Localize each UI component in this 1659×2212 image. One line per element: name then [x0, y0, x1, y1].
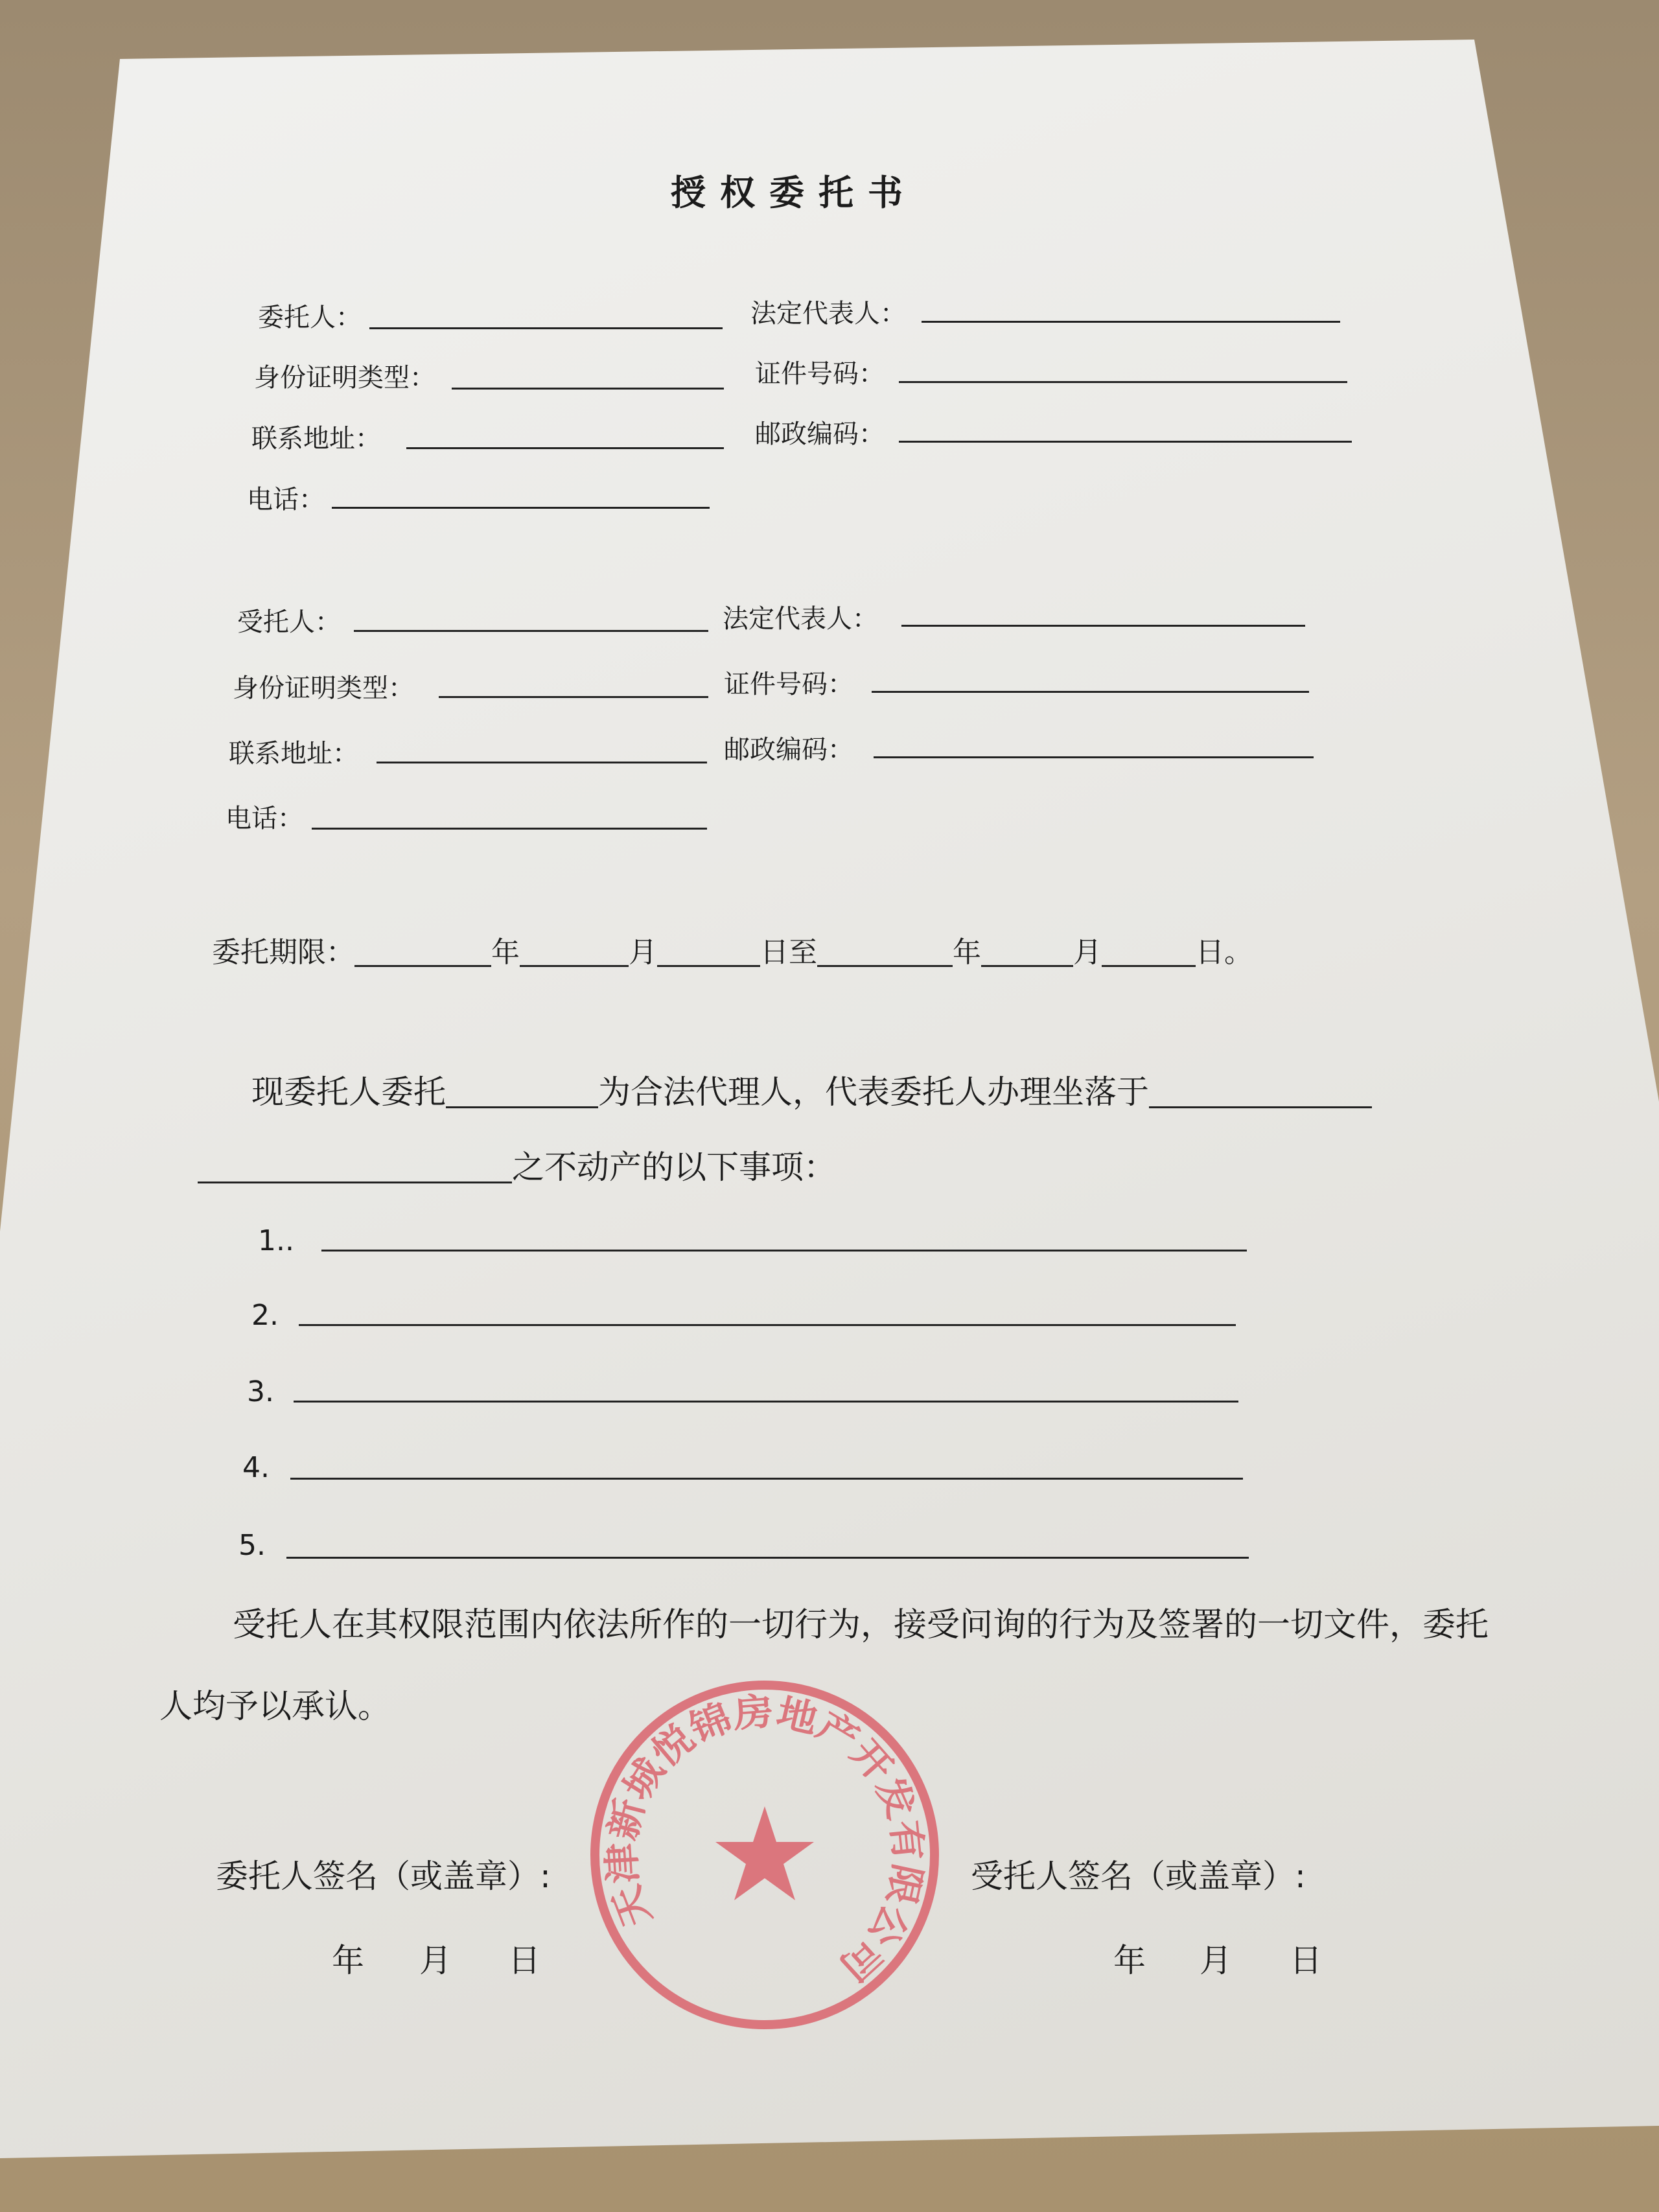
item-number-3: 3. [247, 1375, 274, 1408]
term-row [212, 938, 1253, 967]
principal-sign-month: 月 [419, 1942, 452, 1979]
principal-address-field[interactable] [406, 447, 724, 449]
term-month-label: 月 [629, 936, 657, 969]
term-start-day-field[interactable] [657, 939, 760, 967]
agent-legal-rep-label: 法定代表人： [723, 604, 878, 634]
seal-text: 天津新城悦锦房地产开发有限公司 [599, 1689, 931, 1988]
item-number-5: 5. [238, 1529, 266, 1562]
term-year2-label: 年 [953, 936, 981, 969]
principal-postcode-field[interactable] [899, 441, 1352, 443]
authorization-line-2 [198, 1148, 836, 1186]
term-start-month-field[interactable] [520, 939, 629, 967]
term-end-year-field[interactable] [817, 939, 953, 967]
principal-signature-label: 委托人签名（或盖章）: [216, 1857, 551, 1895]
term-day-end-label: 日。 [1196, 936, 1253, 969]
principal-legal-rep-field[interactable] [922, 321, 1340, 323]
agent-name-field[interactable] [354, 630, 708, 632]
principal-sign-day: 日 [508, 1942, 540, 1979]
principal-name-field[interactable] [369, 327, 723, 329]
authorization-text-a: 现委托人委托 [251, 1073, 446, 1111]
agent-phone-field[interactable] [312, 828, 707, 830]
property-location-field-2[interactable] [198, 1152, 512, 1183]
term-end-day-field[interactable] [1102, 939, 1196, 967]
agent-address-field[interactable] [377, 762, 707, 763]
document-title: 授权委托书 [671, 172, 917, 213]
item-number-1: 1.. [258, 1224, 294, 1257]
star-icon [715, 1806, 814, 1900]
agent-id-type-label: 身份证明类型： [233, 673, 414, 703]
item-field-5[interactable] [286, 1557, 1249, 1559]
agent-signature-label: 受托人签名（或盖章）: [971, 1857, 1306, 1895]
term-start-year-field[interactable] [354, 939, 491, 967]
principal-postcode-label: 邮政编码： [755, 419, 885, 449]
item-field-1[interactable] [321, 1250, 1247, 1252]
term-month2-label: 月 [1073, 936, 1102, 969]
agent-sign-month: 月 [1200, 1942, 1232, 1979]
principal-id-no-label: 证件号码： [755, 359, 885, 389]
principal-id-no-field[interactable] [899, 381, 1347, 383]
ratification-line-1: 受托人在其权限范围内依法所作的一切行为，接受问询的行为及签署的一切文件，委托 [233, 1606, 1489, 1644]
agent-postcode-field[interactable] [874, 756, 1314, 758]
agent-id-type-field[interactable] [439, 696, 708, 698]
item-field-2[interactable] [299, 1324, 1236, 1326]
authorization-text-b: 为合法代理人，代表委托人办理坐落于 [598, 1073, 1149, 1111]
authorization-line-1 [251, 1073, 1372, 1111]
item-field-4[interactable] [290, 1478, 1243, 1480]
agent-address-label: 联系地址： [229, 739, 358, 769]
principal-phone-field[interactable] [332, 507, 710, 509]
principal-name-label: 委托人： [258, 303, 362, 332]
principal-id-type-field[interactable] [452, 388, 724, 390]
agent-id-no-field[interactable] [872, 691, 1309, 693]
item-number-2: 2. [251, 1299, 279, 1332]
principal-sign-year: 年 [332, 1942, 364, 1979]
company-seal-stamp [570, 1660, 959, 2049]
property-location-field[interactable] [1149, 1077, 1372, 1108]
ratification-line-2: 人均予以承认。 [159, 1688, 391, 1726]
principal-id-type-label: 身份证明类型： [254, 363, 435, 393]
principal-address-label: 联系地址： [251, 424, 381, 454]
item-field-3[interactable] [294, 1401, 1238, 1403]
agent-legal-rep-field[interactable] [901, 625, 1305, 627]
agent-phone-label: 电话： [226, 804, 303, 833]
principal-phone-label: 电话： [247, 485, 325, 515]
agent-id-no-label: 证件号码： [724, 669, 853, 699]
term-label: 委托期限： [212, 936, 354, 969]
term-day-to-label: 日至 [760, 936, 817, 969]
attorney-name-field[interactable] [446, 1077, 598, 1108]
term-year-label: 年 [491, 936, 520, 969]
term-end-month-field[interactable] [981, 939, 1073, 967]
item-number-4: 4. [242, 1451, 270, 1484]
principal-legal-rep-label: 法定代表人： [750, 299, 906, 329]
authorization-text-c: 之不动产的以下事项： [512, 1148, 836, 1186]
agent-sign-day: 日 [1290, 1942, 1322, 1979]
agent-postcode-label: 邮政编码： [724, 735, 853, 765]
agent-sign-year: 年 [1113, 1942, 1146, 1979]
agent-name-label: 受托人： [237, 607, 341, 637]
